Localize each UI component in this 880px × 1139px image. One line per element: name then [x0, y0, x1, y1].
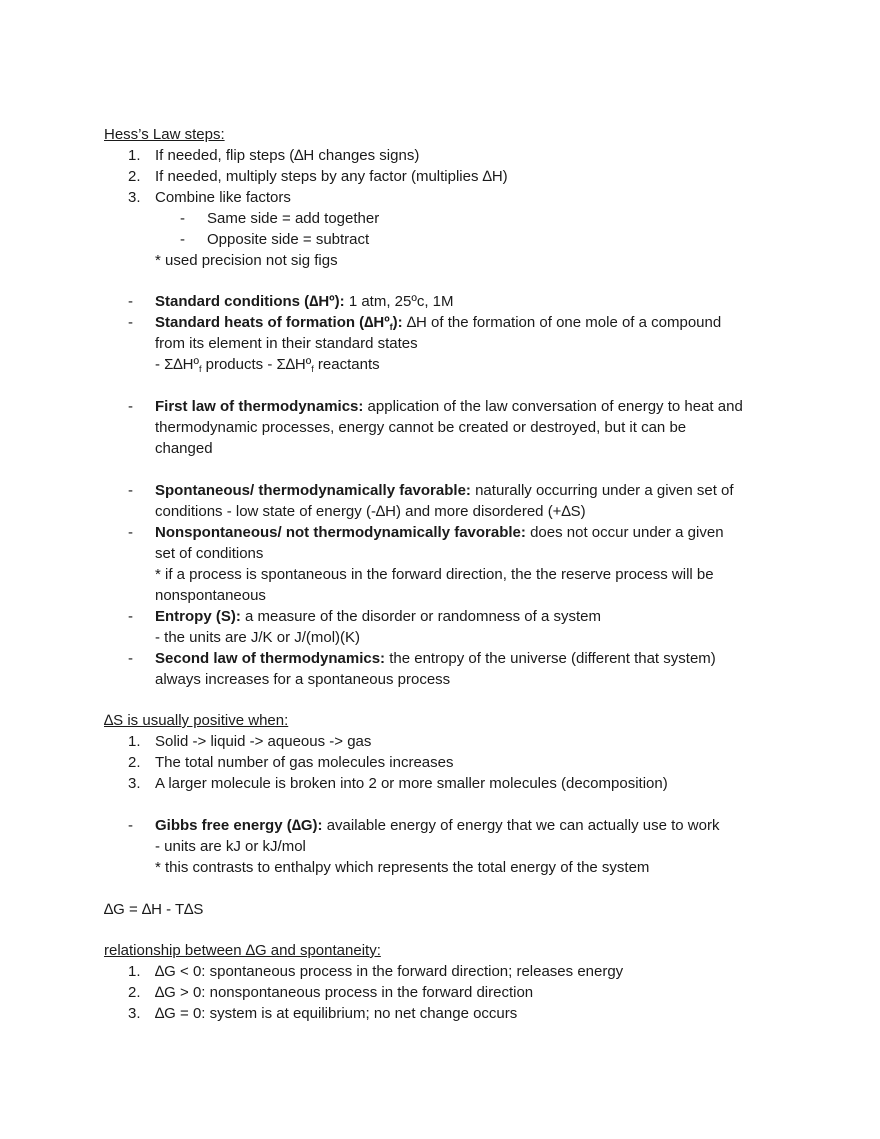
definition-text: naturally occurring under a given set of — [470, 482, 734, 499]
list-number: 1. — [128, 733, 141, 750]
definition-second-law — [0, 648, 880, 669]
list-item — [0, 166, 880, 187]
hess-note: * used precision not sig figs — [155, 252, 338, 269]
definition-nonspontaneous — [0, 522, 880, 543]
list-number: 2. — [128, 168, 141, 185]
term: Nonspontaneous/ not thermodynamically favorable: — [155, 524, 526, 541]
definition-text: does not occur under a given — [525, 524, 724, 541]
definition-first-law — [0, 396, 880, 417]
bullet-dash: - — [180, 231, 185, 248]
hess-heading: Hess’s Law steps: — [104, 126, 225, 143]
bullet-dash: - — [128, 398, 133, 415]
definition-text: 1 atm, 25ºc, 1M — [344, 293, 454, 310]
bullet-dash: - — [128, 650, 133, 667]
list-text: If needed, multiply steps by any factor (multiplies ∆H) — [155, 168, 508, 185]
relationship-heading: relationship between ∆G and spontaneity: — [104, 942, 381, 959]
note-text: * if a process is spontaneous in the forward direction, the the reserve process will be — [155, 566, 714, 583]
list-text: ∆G < 0: spontaneous process in the forward direction; releases energy — [155, 963, 624, 980]
term: First law of thermodynamics: — [155, 398, 364, 415]
term: Standard heats of formation (∆Hº$_f$): — [155, 314, 403, 332]
sub-list-item — [0, 229, 880, 250]
bullet-dash: - — [128, 482, 133, 499]
definition-text: thermodynamic processes, energy cannot be created or destroyed, but it can be — [155, 419, 687, 436]
list-text: If needed, flip steps (∆H changes signs) — [155, 147, 420, 164]
definition-text: conditions - low state of energy (-∆H) and more disordered (+∆S) — [155, 503, 586, 520]
list-text: The total number of gas molecules increases — [155, 754, 454, 771]
definition-text: set of conditions — [155, 545, 264, 562]
list-item — [0, 187, 880, 208]
list-item — [0, 982, 880, 1003]
sub-list-text: Opposite side = subtract — [207, 231, 370, 248]
definition-text: the entropy of the universe (different that system) — [385, 650, 716, 667]
gibbs-equation: ∆G = ∆H - T∆S — [104, 901, 204, 918]
term: Spontaneous/ thermodynamically favorable: — [155, 482, 471, 499]
bullet-dash: - — [128, 817, 133, 834]
list-number: 3. — [128, 189, 141, 206]
definition-text: ∆H of the formation of one mole of a compound — [402, 314, 722, 331]
list-number: 2. — [128, 754, 141, 771]
definition-text: a measure of the disorder or randomness of a system — [240, 608, 601, 625]
definition-gibbs — [0, 815, 880, 836]
list-text: ∆G > 0: nonspontaneous process in the forward direction — [155, 984, 534, 1001]
sub-list-text: Same side = add together — [207, 210, 380, 227]
term: Entropy (S): — [155, 608, 241, 625]
list-number: 1. — [128, 147, 141, 164]
bullet-dash: - — [128, 524, 133, 541]
bullet-dash: - — [128, 608, 133, 625]
definition-text: - the units are J/K or J/(mol)(K) — [155, 629, 361, 646]
list-item — [0, 773, 880, 794]
definition-text: changed — [155, 440, 213, 457]
list-number: 1. — [128, 963, 141, 980]
definition-text: - units are kJ or kJ/mol — [155, 838, 306, 855]
list-number: 3. — [128, 1005, 141, 1022]
list-text: Combine like factors — [155, 189, 291, 206]
definition-heats-of-formation — [0, 312, 880, 333]
bullet-dash: - — [128, 293, 133, 310]
list-item — [0, 731, 880, 752]
list-text: ∆G = 0: system is at equilibrium; no net change occurs — [155, 1005, 518, 1022]
definition-text: always increases for a spontaneous process — [155, 671, 451, 688]
list-item — [0, 145, 880, 166]
note-text: nonspontaneous — [155, 587, 266, 604]
note-text: * this contrasts to enthalpy which represents the total energy of the system — [155, 859, 650, 876]
list-item — [0, 752, 880, 773]
term: Standard conditions (∆Hº): — [155, 293, 345, 310]
list-item — [0, 961, 880, 982]
term: Gibbs free energy (∆G): — [155, 817, 323, 834]
list-number: 2. — [128, 984, 141, 1001]
list-item — [0, 1003, 880, 1024]
list-text: Solid -> liquid -> aqueous -> gas — [155, 733, 372, 750]
definition-spontaneous — [0, 480, 880, 501]
definition-standard-conditions — [0, 291, 880, 312]
bullet-dash: - — [180, 210, 185, 227]
list-number: 3. — [128, 775, 141, 792]
sub-list-item — [0, 208, 880, 229]
term: Second law of thermodynamics: — [155, 650, 386, 667]
list-text: A larger molecule is broken into 2 or more smaller molecules (decomposition) — [155, 775, 668, 792]
definition-text: from its element in their standard states — [155, 335, 418, 352]
delta-s-heading: ∆S is usually positive when: — [104, 712, 289, 729]
bullet-dash: - — [128, 314, 133, 331]
formula: - Σ∆Hº$_f$ products - Σ∆Hº$_f$ reactants — [155, 356, 380, 374]
definition-text: application of the law conversation of energy to heat and — [363, 398, 743, 415]
definition-text: available energy of energy that we can actually use to work — [322, 817, 720, 834]
definition-entropy — [0, 606, 880, 627]
